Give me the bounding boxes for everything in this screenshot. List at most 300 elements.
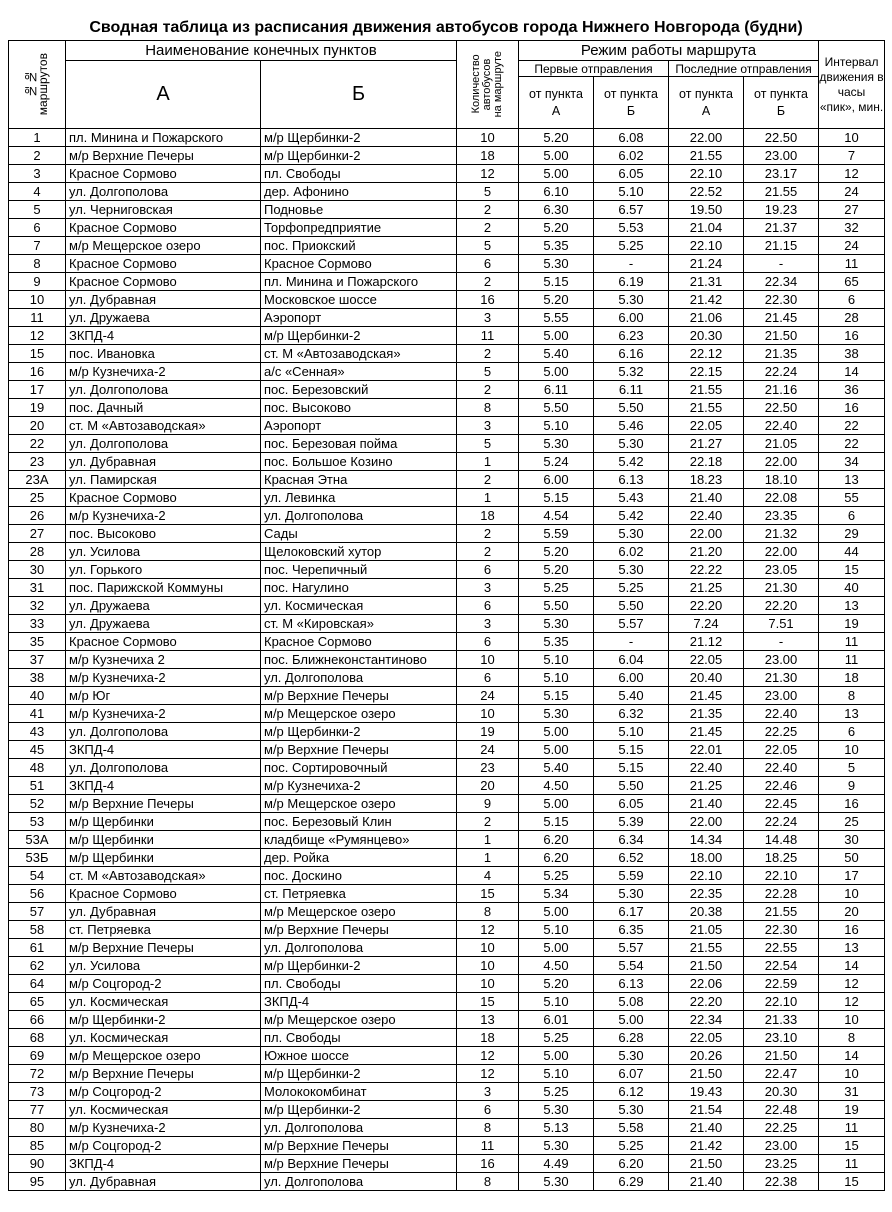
route-number-cell: 48 (9, 759, 66, 777)
route-number-cell: 4 (9, 183, 66, 201)
peak-interval-cell: 25 (819, 813, 885, 831)
bus-count-header-label: Количество автобусов на маршруте (470, 51, 504, 118)
last-from-b-cell: 22.50 (744, 129, 819, 147)
route-number-cell: 95 (9, 1173, 66, 1191)
table-row (9, 273, 885, 291)
first-from-a-header: от пункта А (519, 77, 594, 129)
route-number-cell: 30 (9, 561, 66, 579)
first-from-a-cell: 5.00 (519, 147, 594, 165)
bus-count-cell: 20 (457, 777, 519, 795)
bus-count-cell: 6 (457, 669, 519, 687)
route-number-cell: 45 (9, 741, 66, 759)
route-number-cell: 27 (9, 525, 66, 543)
last-from-a-cell: 21.31 (669, 273, 744, 291)
bus-count-cell: 10 (457, 957, 519, 975)
terminal-b-cell: Подновье (261, 201, 457, 219)
route-number-cell: 38 (9, 669, 66, 687)
first-from-a-cell: 5.20 (519, 561, 594, 579)
peak-interval-cell: 31 (819, 1083, 885, 1101)
bus-count-cell: 2 (457, 201, 519, 219)
last-from-a-cell: 21.25 (669, 579, 744, 597)
terminal-b-cell: ст. Петряевка (261, 885, 457, 903)
route-number-cell: 16 (9, 363, 66, 381)
last-from-a-cell: 22.06 (669, 975, 744, 993)
first-from-a-cell: 5.20 (519, 543, 594, 561)
terminal-b-cell: кладбище «Румянцево» (261, 831, 457, 849)
terminal-a-cell: ЗКПД-4 (66, 741, 261, 759)
terminal-b-cell: пл. Свободы (261, 165, 457, 183)
route-number-cell: 15 (9, 345, 66, 363)
first-from-b-cell: 5.46 (594, 417, 669, 435)
first-from-b-cell: 6.16 (594, 345, 669, 363)
peak-interval-cell: 13 (819, 471, 885, 489)
last-from-a-cell: 22.12 (669, 345, 744, 363)
last-from-b-cell: 22.30 (744, 921, 819, 939)
first-from-a-cell: 5.30 (519, 1173, 594, 1191)
first-from-a-cell: 6.01 (519, 1011, 594, 1029)
bus-count-cell: 2 (457, 543, 519, 561)
route-number-cell: 3 (9, 165, 66, 183)
route-number-cell: 53А (9, 831, 66, 849)
first-from-b-cell: 5.30 (594, 885, 669, 903)
peak-interval-cell: 10 (819, 885, 885, 903)
terminal-a-cell: Красное Сормово (66, 633, 261, 651)
last-from-a-cell: 21.12 (669, 633, 744, 651)
last-from-a-cell: 18.00 (669, 849, 744, 867)
peak-interval-cell: 11 (819, 255, 885, 273)
first-from-b-cell: 5.08 (594, 993, 669, 1011)
last-from-a-cell: 21.54 (669, 1101, 744, 1119)
table-row (9, 975, 885, 993)
last-from-a-cell: 22.52 (669, 183, 744, 201)
bus-count-cell: 3 (457, 1083, 519, 1101)
table-row (9, 669, 885, 687)
terminal-b-cell: пос. Высоково (261, 399, 457, 417)
peak-interval-cell: 6 (819, 507, 885, 525)
bus-count-cell: 6 (457, 561, 519, 579)
bus-count-cell: 6 (457, 633, 519, 651)
terminal-a-cell: ул. Дубравная (66, 903, 261, 921)
terminal-a-cell: м/р Кузнечиха-2 (66, 507, 261, 525)
last-from-b-cell: 23.35 (744, 507, 819, 525)
first-from-b-cell: 5.15 (594, 759, 669, 777)
peak-interval-cell: 13 (819, 939, 885, 957)
first-from-a-cell: 5.15 (519, 687, 594, 705)
last-from-b-cell: 21.33 (744, 1011, 819, 1029)
first-from-a-cell: 5.15 (519, 273, 594, 291)
terminal-b-cell: дер. Ройка (261, 849, 457, 867)
terminal-b-cell: Красное Сормово (261, 255, 457, 273)
last-from-a-cell: 21.40 (669, 1173, 744, 1191)
peak-interval-cell: 40 (819, 579, 885, 597)
first-from-a-cell: 5.20 (519, 291, 594, 309)
first-from-a-cell: 5.30 (519, 435, 594, 453)
peak-interval-cell: 27 (819, 201, 885, 219)
bus-count-cell: 12 (457, 1047, 519, 1065)
bus-count-cell: 8 (457, 399, 519, 417)
last-from-a-cell: 21.04 (669, 219, 744, 237)
bus-count-cell: 6 (457, 597, 519, 615)
terminal-a-cell: Красное Сормово (66, 273, 261, 291)
first-from-b-cell: 5.50 (594, 399, 669, 417)
peak-interval-cell: 12 (819, 975, 885, 993)
terminal-b-cell: ЗКПД-4 (261, 993, 457, 1011)
first-departures-header: Первые отправления (519, 61, 669, 77)
route-number-cell: 61 (9, 939, 66, 957)
table-row (9, 1065, 885, 1083)
peak-interval-cell: 14 (819, 1047, 885, 1065)
first-from-a-cell: 4.49 (519, 1155, 594, 1173)
last-from-b-cell: 21.50 (744, 327, 819, 345)
table-row (9, 795, 885, 813)
last-from-b-cell: 23.00 (744, 687, 819, 705)
bus-count-cell: 5 (457, 183, 519, 201)
terminal-b-cell: пос. Черепичный (261, 561, 457, 579)
bus-count-cell: 15 (457, 885, 519, 903)
peak-interval-cell: 65 (819, 273, 885, 291)
table-row (9, 849, 885, 867)
peak-interval-cell: 22 (819, 435, 885, 453)
terminal-b-cell: а/с «Сенная» (261, 363, 457, 381)
terminal-a-cell: м/р Мещерское озеро (66, 1047, 261, 1065)
route-number-cell: 6 (9, 219, 66, 237)
last-from-b-cell: 23.00 (744, 147, 819, 165)
route-number-cell: 7 (9, 237, 66, 255)
first-from-b-cell: 5.42 (594, 453, 669, 471)
table-row (9, 831, 885, 849)
terminal-a-cell: ЗКПД-4 (66, 327, 261, 345)
terminal-a-cell: ул. Космическая (66, 1101, 261, 1119)
first-from-a-cell: 5.00 (519, 165, 594, 183)
bus-count-cell: 11 (457, 1137, 519, 1155)
bus-count-cell: 16 (457, 291, 519, 309)
peak-interval-cell: 9 (819, 777, 885, 795)
last-from-b-cell: 23.25 (744, 1155, 819, 1173)
last-from-a-cell: 22.10 (669, 237, 744, 255)
table-row (9, 921, 885, 939)
table-row (9, 237, 885, 255)
table-row (9, 129, 885, 147)
route-number-cell: 10 (9, 291, 66, 309)
terminal-a-cell: м/р Кузнечиха 2 (66, 651, 261, 669)
table-body (9, 129, 885, 1191)
terminal-b-cell: ул. Левинка (261, 489, 457, 507)
table-row (9, 957, 885, 975)
route-number-cell: 35 (9, 633, 66, 651)
terminal-b-cell: м/р Верхние Печеры (261, 921, 457, 939)
terminal-b-cell: м/р Мещерское озеро (261, 705, 457, 723)
terminal-a-cell: м/р Щербинки (66, 813, 261, 831)
terminal-b-cell: м/р Верхние Печеры (261, 1137, 457, 1155)
first-from-a-cell: 6.00 (519, 471, 594, 489)
first-from-a-cell: 5.10 (519, 993, 594, 1011)
last-from-b-cell: 22.55 (744, 939, 819, 957)
first-from-a-cell: 5.50 (519, 399, 594, 417)
last-from-b-cell: 14.48 (744, 831, 819, 849)
first-from-a-cell: 6.30 (519, 201, 594, 219)
last-from-a-cell: 22.01 (669, 741, 744, 759)
terminal-a-cell: ул. Дубравная (66, 453, 261, 471)
last-from-a-cell: 19.43 (669, 1083, 744, 1101)
route-number-cell: 1 (9, 129, 66, 147)
terminal-a-cell: пос. Ивановка (66, 345, 261, 363)
terminal-b-cell: Московское шоссе (261, 291, 457, 309)
terminal-a-cell: м/р Соцгород-2 (66, 1083, 261, 1101)
last-from-a-cell: 21.45 (669, 687, 744, 705)
first-from-a-cell: 4.50 (519, 957, 594, 975)
terminal-a-cell: ул. Дружаева (66, 309, 261, 327)
terminal-a-cell: м/р Верхние Печеры (66, 795, 261, 813)
terminal-b-cell: пос. Нагулино (261, 579, 457, 597)
terminal-b-cell: пос. Доскино (261, 867, 457, 885)
first-from-b-cell: 5.50 (594, 597, 669, 615)
table-row (9, 453, 885, 471)
table-row (9, 219, 885, 237)
table-row (9, 1119, 885, 1137)
first-from-b-cell: 5.58 (594, 1119, 669, 1137)
bus-count-cell: 10 (457, 129, 519, 147)
terminal-a-cell: пос. Парижской Коммуны (66, 579, 261, 597)
first-from-b-cell: 5.30 (594, 1047, 669, 1065)
first-from-b-cell: 5.54 (594, 957, 669, 975)
bus-count-cell: 2 (457, 273, 519, 291)
first-from-a-cell: 5.10 (519, 921, 594, 939)
last-from-a-cell: 21.42 (669, 1137, 744, 1155)
last-from-a-cell: 22.18 (669, 453, 744, 471)
terminal-a-cell: Красное Сормово (66, 885, 261, 903)
last-from-b-cell: 21.30 (744, 579, 819, 597)
first-from-b-cell: 6.00 (594, 309, 669, 327)
first-from-b-cell: 6.02 (594, 147, 669, 165)
bus-count-cell: 18 (457, 507, 519, 525)
first-from-b-cell: 6.05 (594, 165, 669, 183)
bus-count-cell: 24 (457, 741, 519, 759)
route-number-cell: 58 (9, 921, 66, 939)
terminal-a-cell: м/р Верхние Печеры (66, 147, 261, 165)
last-from-b-cell: 22.08 (744, 489, 819, 507)
first-from-b-cell: 6.05 (594, 795, 669, 813)
first-from-b-cell: 5.10 (594, 723, 669, 741)
table-row (9, 201, 885, 219)
table-row (9, 1155, 885, 1173)
bus-count-cell: 12 (457, 1065, 519, 1083)
last-from-a-cell: 21.40 (669, 795, 744, 813)
bus-count-cell: 16 (457, 1155, 519, 1173)
terminal-a-cell: ул. Дубравная (66, 291, 261, 309)
first-from-a-cell: 5.00 (519, 903, 594, 921)
table-row (9, 1011, 885, 1029)
first-from-a-cell: 5.50 (519, 597, 594, 615)
route-number-header-label: №№ маршрутов (24, 53, 50, 116)
bus-count-cell: 10 (457, 975, 519, 993)
table-row (9, 759, 885, 777)
route-number-cell: 54 (9, 867, 66, 885)
terminal-a-cell: м/р Кузнечиха-2 (66, 669, 261, 687)
first-from-b-cell: 6.20 (594, 1155, 669, 1173)
table-row (9, 633, 885, 651)
last-from-b-cell: 21.05 (744, 435, 819, 453)
route-number-cell: 72 (9, 1065, 66, 1083)
last-from-b-cell: - (744, 633, 819, 651)
first-from-a-cell: 5.30 (519, 615, 594, 633)
terminal-b-cell: м/р Щербинки-2 (261, 723, 457, 741)
table-row (9, 489, 885, 507)
route-number-cell: 25 (9, 489, 66, 507)
first-from-a-cell: 5.40 (519, 345, 594, 363)
first-from-b-cell: 5.32 (594, 363, 669, 381)
table-row (9, 723, 885, 741)
peak-interval-cell: 7 (819, 147, 885, 165)
peak-interval-cell: 44 (819, 543, 885, 561)
peak-interval-cell: 11 (819, 633, 885, 651)
last-from-b-cell: 23.00 (744, 1137, 819, 1155)
terminal-b-cell: м/р Мещерское озеро (261, 903, 457, 921)
last-from-b-cell: 22.00 (744, 543, 819, 561)
route-number-cell: 56 (9, 885, 66, 903)
last-from-a-cell: 19.50 (669, 201, 744, 219)
first-from-b-cell: 6.28 (594, 1029, 669, 1047)
peak-interval-cell: 17 (819, 867, 885, 885)
first-from-b-cell: 6.13 (594, 975, 669, 993)
table-row (9, 291, 885, 309)
terminal-b-cell: Южное шоссе (261, 1047, 457, 1065)
terminal-a-cell: Красное Сормово (66, 489, 261, 507)
bus-count-cell: 11 (457, 327, 519, 345)
last-from-b-cell: 22.50 (744, 399, 819, 417)
route-number-cell: 12 (9, 327, 66, 345)
peak-interval-cell: 11 (819, 651, 885, 669)
terminal-a-cell: м/р Соцгород-2 (66, 975, 261, 993)
last-from-b-cell: 22.25 (744, 723, 819, 741)
terminal-a-cell: ул. Черниговская (66, 201, 261, 219)
route-number-cell: 17 (9, 381, 66, 399)
table-row (9, 381, 885, 399)
route-number-cell: 40 (9, 687, 66, 705)
peak-interval-cell: 50 (819, 849, 885, 867)
terminal-a-cell: ЗКПД-4 (66, 1155, 261, 1173)
peak-interval-cell: 11 (819, 1119, 885, 1137)
bus-count-cell: 2 (457, 525, 519, 543)
peak-interval-cell: 28 (819, 309, 885, 327)
route-number-cell: 37 (9, 651, 66, 669)
last-from-a-cell: 7.24 (669, 615, 744, 633)
peak-interval-cell: 16 (819, 327, 885, 345)
terminal-a-cell: ул. Долгополова (66, 435, 261, 453)
first-from-a-cell: 5.30 (519, 1101, 594, 1119)
first-from-a-cell: 5.10 (519, 417, 594, 435)
peak-interval-cell: 32 (819, 219, 885, 237)
peak-interval-cell: 16 (819, 921, 885, 939)
peak-interval-cell: 10 (819, 1011, 885, 1029)
terminal-a-cell: ул. Долгополова (66, 723, 261, 741)
first-from-b-cell: 5.57 (594, 939, 669, 957)
peak-interval-cell: 15 (819, 561, 885, 579)
last-from-a-cell: 21.27 (669, 435, 744, 453)
peak-interval-cell: 19 (819, 1101, 885, 1119)
first-from-a-cell: 5.13 (519, 1119, 594, 1137)
last-from-b-cell: 23.10 (744, 1029, 819, 1047)
last-from-b-cell: 22.00 (744, 453, 819, 471)
peak-interval-cell: 15 (819, 1173, 885, 1191)
terminal-b-cell: пл. Минина и Пожарского (261, 273, 457, 291)
terminal-b-cell: пл. Свободы (261, 975, 457, 993)
bus-count-cell: 4 (457, 867, 519, 885)
terminal-a-cell: ул. Долгополова (66, 183, 261, 201)
last-from-b-cell: 23.00 (744, 651, 819, 669)
route-number-cell: 22 (9, 435, 66, 453)
terminal-a-cell: м/р Юг (66, 687, 261, 705)
first-from-b-cell: 6.07 (594, 1065, 669, 1083)
table-row (9, 417, 885, 435)
first-from-b-cell: 5.57 (594, 615, 669, 633)
last-from-a-cell: 21.40 (669, 489, 744, 507)
peak-interval-cell: 8 (819, 1029, 885, 1047)
terminal-b-cell: пос. Сортировочный (261, 759, 457, 777)
route-number-cell: 64 (9, 975, 66, 993)
route-number-cell: 41 (9, 705, 66, 723)
first-from-b-cell: 5.30 (594, 1101, 669, 1119)
route-number-cell: 73 (9, 1083, 66, 1101)
last-from-b-cell: 22.38 (744, 1173, 819, 1191)
terminal-b-cell: м/р Щербинки-2 (261, 1065, 457, 1083)
last-from-a-cell: 21.40 (669, 1119, 744, 1137)
peak-interval-cell: 13 (819, 597, 885, 615)
route-number-header (9, 41, 66, 129)
table-row (9, 939, 885, 957)
table-row (9, 345, 885, 363)
bus-count-cell: 2 (457, 345, 519, 363)
terminal-a-cell: ул. Долгополова (66, 381, 261, 399)
terminal-b-cell: ул. Долгополова (261, 1173, 457, 1191)
table-row (9, 471, 885, 489)
last-from-a-cell: 22.15 (669, 363, 744, 381)
table-row (9, 813, 885, 831)
last-from-b-cell: 21.30 (744, 669, 819, 687)
peak-interval-cell: 14 (819, 363, 885, 381)
terminal-a-cell: м/р Кузнечиха-2 (66, 1119, 261, 1137)
route-number-cell: 77 (9, 1101, 66, 1119)
last-from-b-cell: 18.10 (744, 471, 819, 489)
bus-count-cell: 12 (457, 165, 519, 183)
last-from-b-cell: - (744, 255, 819, 273)
bus-count-cell: 2 (457, 813, 519, 831)
bus-count-cell: 1 (457, 849, 519, 867)
terminal-a-cell: м/р Щербинки (66, 849, 261, 867)
table-row (9, 435, 885, 453)
last-from-a-cell: 18.23 (669, 471, 744, 489)
last-from-a-cell: 22.05 (669, 417, 744, 435)
terminal-a-cell: ул. Усилова (66, 543, 261, 561)
table-row (9, 993, 885, 1011)
point-b-header: Б (261, 61, 457, 129)
first-from-a-cell: 5.35 (519, 633, 594, 651)
first-from-b-header: от пункта Б (594, 77, 669, 129)
table-row (9, 363, 885, 381)
route-number-cell: 31 (9, 579, 66, 597)
table-row (9, 165, 885, 183)
last-from-a-cell: 21.55 (669, 399, 744, 417)
peak-interval-cell: 15 (819, 1137, 885, 1155)
last-from-a-cell: 22.00 (669, 813, 744, 831)
table-row (9, 561, 885, 579)
last-from-a-header: от пункта А (669, 77, 744, 129)
terminal-a-cell: ул. Космическая (66, 1029, 261, 1047)
route-number-cell: 90 (9, 1155, 66, 1173)
peak-interval-cell: 14 (819, 957, 885, 975)
last-from-b-cell: 22.59 (744, 975, 819, 993)
terminal-b-cell: пос. Березовский (261, 381, 457, 399)
terminal-b-cell: Аэропорт (261, 309, 457, 327)
